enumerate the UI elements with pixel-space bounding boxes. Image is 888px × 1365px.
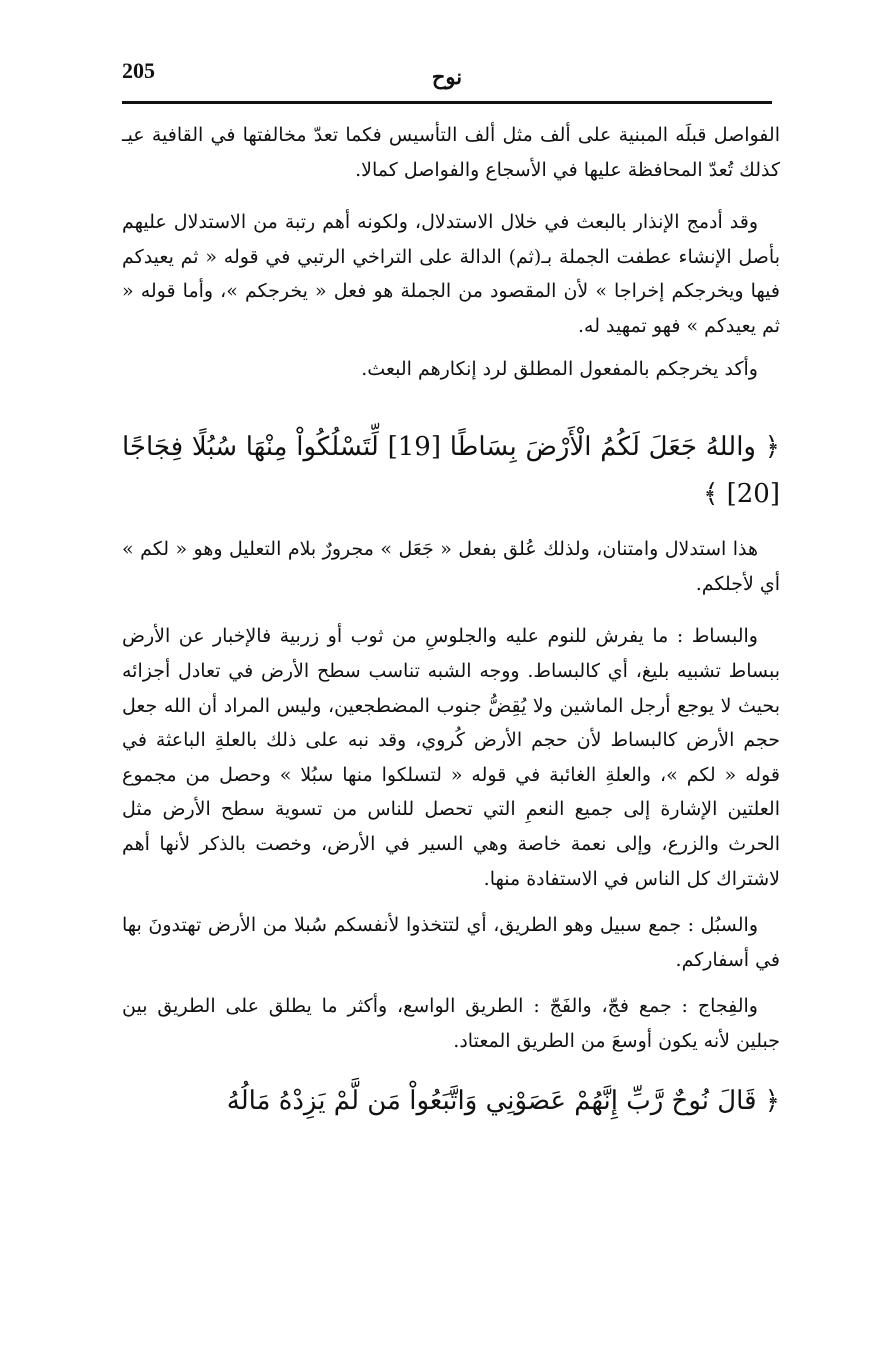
quran-verse-19-20: ﴿ واللهُ جَعَلَ لَكُمُ الْأَرْضَ بِسَاطًا [19] لِّتَسْلُكُواْ مِنْهَا سُبُلًا فِجَاجًا [20] ﴾ xyxy=(122,432,780,510)
chapter-title: نوح xyxy=(431,64,463,89)
page-body xyxy=(122,118,780,1125)
paragraph-inference: هذا استدلال وامتنان، ولذلك عُلق بفعل « جَعَل » مجرورٌ بلام التعليل وهو « لكم » أي لأجلكم. xyxy=(122,538,780,595)
header-rule xyxy=(122,101,772,104)
paragraph-resurrection-warning: وقد أدمج الإنذار بالبعث في خلال الاستدلال، ولكونه أهم رتبة من الاستدلال عليهم بأصل الإنشاء عطفت الجملة بـ(ثم) الدالة على التراخي الرتبي في قوله « ثم يعيدكم فيها ويخرجكم إخراجا » لأن المقصود من الجملة هو فعل « يخرجكم »، وأما قوله « ثم يعيدكم » فهو تمهيد له. xyxy=(122,211,780,337)
page-number: 205 xyxy=(122,58,155,83)
paragraph-subul: والسبُل : جمع سبيل وهو الطريق، أي لتتخذوا لأنفسكم سُبلا من الأرض تهتدونَ بها في أسفاركم. xyxy=(122,914,780,971)
paragraph-bisat: والبساط : ما يفرش للنوم عليه والجلوسِ من ثوب أو زربية فالإخبار عن الأرض ببساط تشبيه بليغ، أي كالبساط. ووجه الشبه تناسب سطح الأرض في تعادل أجزائه بحيث لا يوجع أرجل الماشين ولا يُقِضُّ جنوب المضطجعين، وليس المراد أن الله جعل حجم الأرض كالبساط لأن حجم الأرض كُروي، وقد نبه على ذلك بالعلةِ الباعثة في قوله « لكم »، والعلةِ الغائبة في قوله « لتسلكوا منها سبُلا » وحصل من مجموع العلتين الإشارة إلى جميع النعمِ التي تحصل للناس من تسوية سطح الأرض مثل الحرث والزرع، وإلى نعمة خاصة وهي السير في الأرض، وخصت بالذكر لأنها أهم لاشتراك كل الناس في الاستفادة منها. xyxy=(122,625,780,890)
paragraph-continued: الفواصل قبلَه المبنية على ألف مثل ألف التأسيس فكما تعدّ مخالفتها في القافية عيـ كذلك تُعدّ المحافظة عليها في الأسجاع والفواصل كمالا. xyxy=(122,124,780,181)
paragraph-emphasis: وأكد يخرجكم بالمفعول المطلق لرد إنكارهم البعث. xyxy=(361,357,758,380)
page-header xyxy=(122,52,772,102)
paragraph-fijaj: والفِجاج : جمع فجّ، والفَجّ : الطريق الواسع، وأكثر ما يطلق على الطريق بين جبلين لأنه يكون أوسعَ من الطريق المعتاد. xyxy=(122,995,780,1052)
quran-verse-21: ﴿ قَالَ نُوحٌ رَّبِّ إِنَّهُمْ عَصَوْنِي وَاتَّبَعُواْ مَن لَّمْ يَزِدْهُ مَالُهُ xyxy=(226,1086,780,1117)
